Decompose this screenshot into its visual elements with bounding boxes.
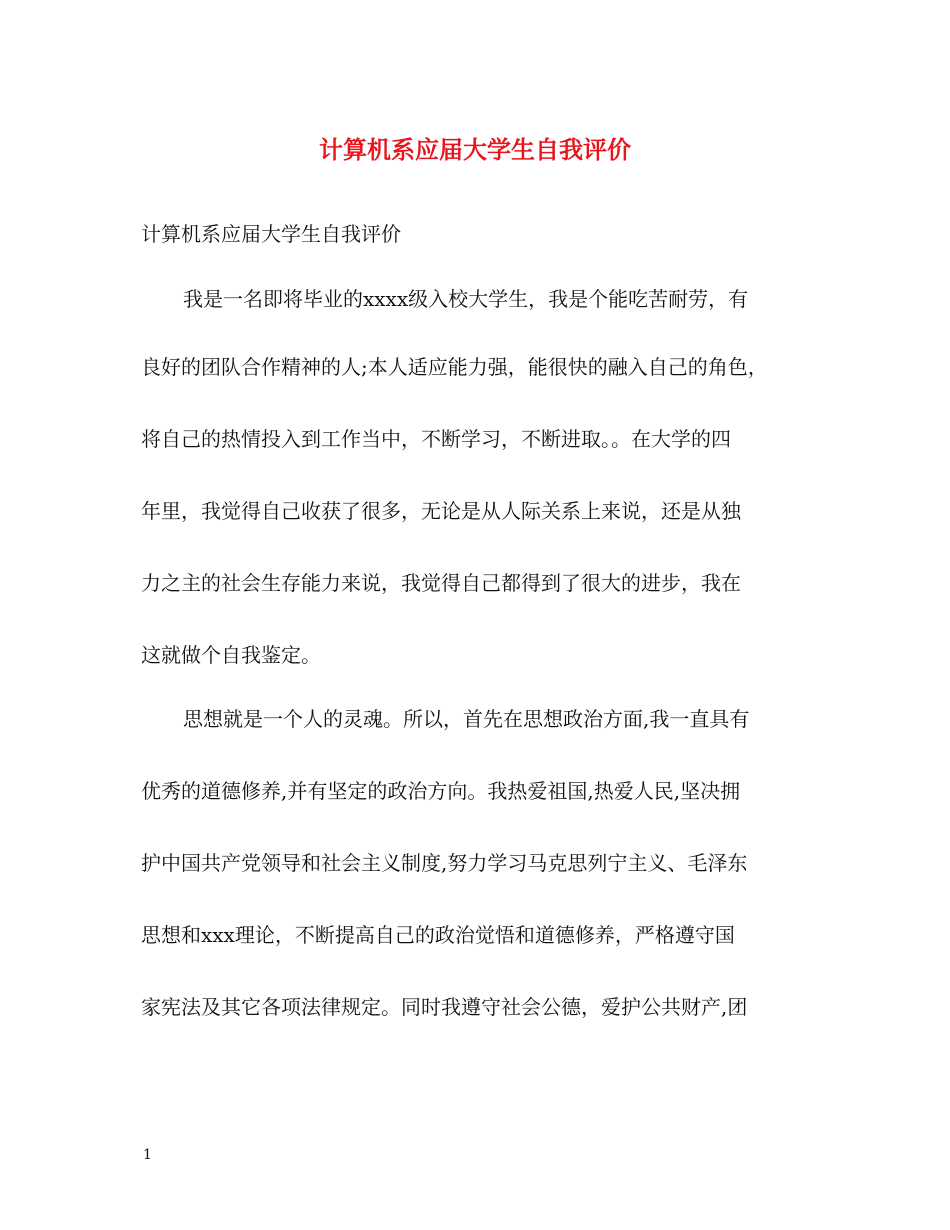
document-subtitle: 计算机系应届大学生自我评价 bbox=[141, 222, 401, 246]
paragraph-line-2: 良好的团队合作精神的人;本人适应能力强，能很快的融入自己的角色， bbox=[141, 355, 768, 379]
paragraph-line-9: 护中国共产党领导和社会主义制度,努力学习马克思列宁主义、毛泽东 bbox=[141, 851, 748, 875]
paragraph-line-4: 年里，我觉得自己收获了很多，无论是从人际关系上来说，还是从独 bbox=[141, 499, 741, 523]
page-number: 1 bbox=[143, 1147, 152, 1163]
document-title: 计算机系应届大学生自我评价 bbox=[319, 135, 631, 164]
paragraph-line-10: 思想和xxx理论，不断提高自己的政治觉悟和道德修养，严格遵守国 bbox=[141, 923, 735, 947]
paragraph-line-8: 优秀的道德修养,并有坚定的政治方向。我热爱祖国,热爱人民,坚决拥 bbox=[141, 779, 741, 803]
paragraph-line-6: 这就做个自我鉴定。 bbox=[141, 643, 321, 667]
paragraph-line-7: 思想就是一个人的灵魂。所以，首先在思想政治方面,我一直具有 bbox=[183, 707, 750, 731]
paragraph-line-3: 将自己的热情投入到工作当中，不断学习，不断进取。。在大学的四 bbox=[141, 427, 731, 451]
paragraph-line-11: 家宪法及其它各项法律规定。同时我遵守社会公德，爱护公共财产,团 bbox=[141, 995, 748, 1019]
paragraph-line-1: 我是一名即将毕业的xxxx级入校大学生，我是个能吃苦耐劳，有 bbox=[183, 287, 749, 311]
paragraph-line-5: 力之主的社会生存能力来说，我觉得自己都得到了很大的进步，我在 bbox=[141, 571, 741, 595]
